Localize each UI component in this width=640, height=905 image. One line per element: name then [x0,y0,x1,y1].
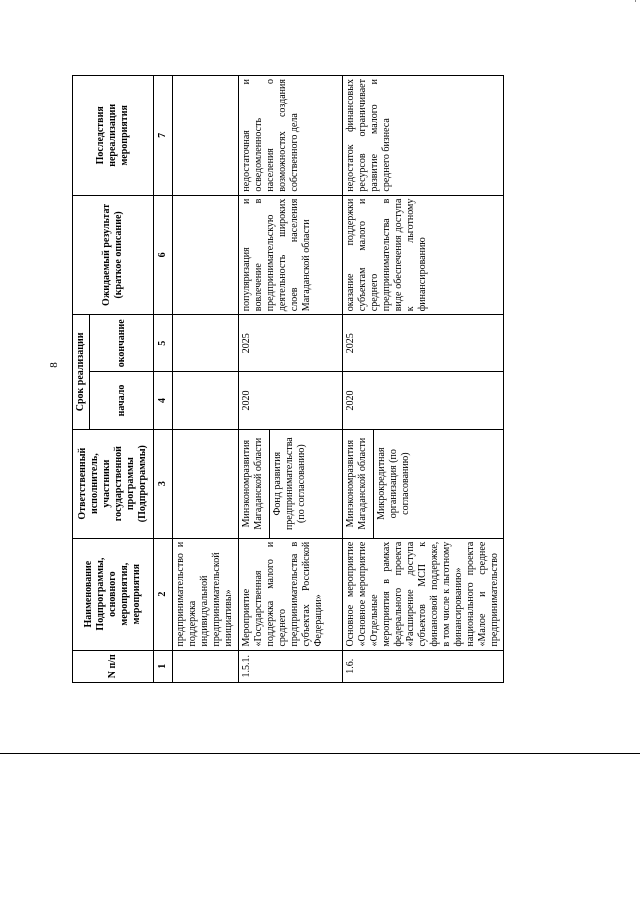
col-number: 4 [154,372,173,429]
row-name: Основное мероприятие «Основное мероприятие «Отдельные мероприятия в рамках федерального проекта «Расширение доступа субъектов МСП к финансовой поддержке, в том числе к льготному финансированию» национального проекта «Малое и среднее предпринимательство [343,538,504,650]
row-consequence [173,76,239,196]
row-consequence: недостаточная и осведомленность населения о возможностях создания собственного дела [239,76,343,196]
header-start: начало [90,372,154,429]
col-number: 2 [154,538,173,650]
header-period: Срок реализации [73,315,90,429]
row-result: оказание поддержки субъектам малого и среднего предпринимательства в виде обеспечения доступа к льготному финансированию [343,195,504,315]
header-consequence: Последствия нереализации мероприятия [73,76,154,196]
col-number: 3 [154,429,173,538]
row-number: 1.5.1. [239,650,343,682]
row-executor [173,429,239,538]
row-result [173,195,239,315]
header-executor: Ответственный исполнитель, участники государственной программы (Подпрограммы) [73,429,154,538]
col-number: 6 [154,195,173,315]
numbering-row [154,76,173,683]
header-result: Ожидаемый результат (краткое описание) [73,195,154,315]
table-row [343,76,504,683]
table-row [239,76,343,683]
row-name: предпринимательство и поддержка индивидуальной предпринимательской инициативы» [173,538,239,650]
row-name: Мероприятие «Государственная поддержка малого и среднего предпринимательства в субъектах Российской Федерации» [239,538,343,650]
col-number: 7 [154,76,173,196]
row-number [173,650,239,682]
corner-mark [635,0,636,2]
col-number: 1 [154,650,173,682]
col-number: 5 [154,315,173,372]
rotated-table-container [72,75,500,683]
row-number: 1.6. [343,650,504,682]
row-end: 2025 [343,315,504,372]
row-start [173,372,239,429]
row-start: 2020 [343,372,504,429]
row-end [173,315,239,372]
row-start: 2020 [239,372,343,429]
executor-main: Минэкономразвития Магаданской области [241,437,264,530]
header-end: окончание [90,315,154,372]
row-result: популяризация и вовлечение в предпринимательскую деятельность широких слоев населения Магаданской области [239,195,343,315]
page-number: 8 [48,362,60,368]
row-executor [239,429,343,538]
header-name: Наименование Подпрограммы, основного мероприятия, мероприятия [73,538,154,650]
header-number: N п/п [73,650,154,682]
executor-participant: Микрокредитная организация (по согласованию) [373,430,412,538]
executor-main: Минэкономразвития Магаданской области [345,437,368,530]
row-end: 2025 [239,315,343,372]
executor-participant: Фонд развития предпринимательства (по согласованию) [269,430,308,538]
row-executor [343,429,504,538]
program-table [72,75,504,683]
table-row [173,76,239,683]
page-divider [0,753,640,754]
row-consequence: недостаток финансовых ресурсов ограничивает развитие малого и среднего бизнеса [343,76,504,196]
